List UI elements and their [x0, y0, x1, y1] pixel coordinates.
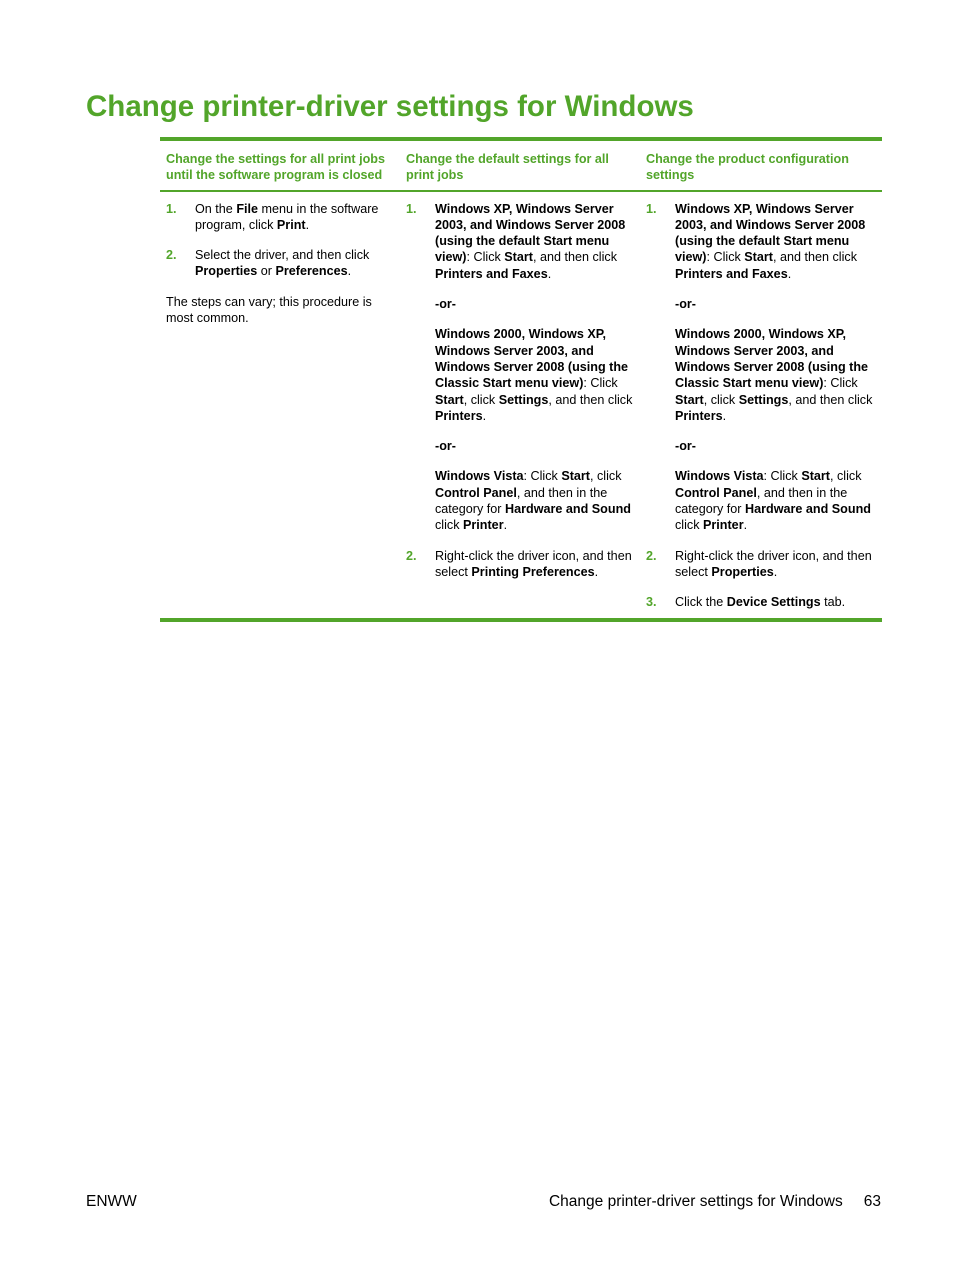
step-number: 1. [646, 201, 657, 216]
step-item [406, 548, 634, 581]
or-separator: -or- [675, 439, 696, 454]
or-separator: -or- [675, 297, 696, 312]
footer-label: ENWW [86, 1193, 137, 1210]
table-header-row [160, 141, 882, 190]
or-separator: -or- [435, 297, 456, 312]
instruction-classic-start: Windows 2000, Windows XP, Windows Server 2003, and Windows Server 2008 (using the Classic Start menu view): Click Start, click Settings, and then click Printers. [435, 327, 633, 423]
step-number: 2. [406, 548, 417, 563]
instruction-classic-start: Windows 2000, Windows XP, Windows Server 2003, and Windows Server 2008 (using the Classic Start menu view): Click Start, click Settings, and then click Printers. [675, 327, 873, 423]
step-text [435, 201, 634, 534]
footer-running-title [549, 1193, 881, 1211]
step-text: Right-click the driver icon, and then select Printing Preferences. [435, 548, 632, 579]
instruction-xp-default: Windows XP, Windows Server 2003, and Windows Server 2008 (using the default Start menu view): Click Start, and then click Printers and Faxes. [435, 201, 626, 281]
header-all-print-jobs: Change the settings for all print jobs until the software program is closed [166, 152, 386, 183]
step-text: On the File menu in the software program, click Print. [195, 201, 379, 232]
header-default-settings: Change the default settings for all print jobs [406, 152, 609, 183]
table-bottom-rule [160, 618, 882, 622]
step-number: 2. [166, 248, 177, 263]
step-item [646, 594, 876, 610]
step-item [166, 201, 394, 234]
step-item [166, 247, 394, 280]
footer-section-title: Change printer-driver settings for Windows [548, 1193, 843, 1210]
column-default-settings [400, 192, 640, 611]
step-number: 2. [646, 548, 657, 563]
step-number: 1. [166, 201, 177, 216]
step-number: 1. [406, 201, 417, 216]
column-all-print-jobs [160, 192, 400, 611]
step-text: Click the Device Settings tab. [675, 595, 846, 610]
procedure-note: The steps can vary; this procedure is most common. [166, 294, 372, 326]
page-title: Change printer-driver settings for Windows [86, 90, 694, 123]
table-body-row [160, 192, 882, 611]
step-text: Select the driver, and then click Properties or Preferences. [195, 248, 370, 279]
header-product-configuration: Change the product configuration settings [646, 152, 849, 183]
step-item [646, 548, 876, 581]
settings-table [160, 137, 882, 622]
page-number: 63 [863, 1193, 881, 1210]
step-item [646, 201, 876, 534]
instruction-vista: Windows Vista: Click Start, click Control Panel, and then in the category for Hardware and Sound click Printer. [675, 469, 871, 533]
step-item [406, 201, 634, 534]
step-text [675, 201, 876, 534]
or-separator: -or- [435, 439, 456, 454]
step-text: Right-click the driver icon, and then select Properties. [675, 548, 872, 579]
instruction-vista: Windows Vista: Click Start, click Control Panel, and then in the category for Hardware and Sound click Printer. [435, 469, 631, 533]
step-number: 3. [646, 595, 657, 610]
instruction-xp-default: Windows XP, Windows Server 2003, and Windows Server 2008 (using the default Start menu view): Click Start, and then click Printers and Faxes. [675, 201, 866, 281]
column-product-configuration [640, 192, 882, 611]
